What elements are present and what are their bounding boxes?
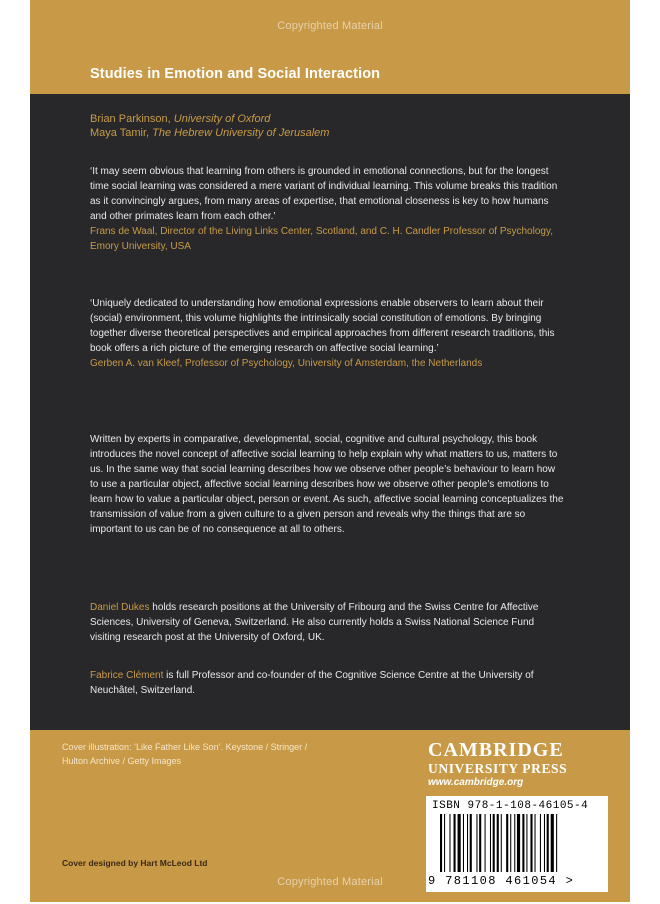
watermark-top: Copyrighted Material (277, 20, 383, 32)
publisher-website: www.cambridge.org (428, 777, 524, 788)
barcode-digits: 9 781108 461054 > (428, 874, 575, 888)
bottom-gold-band (30, 730, 630, 902)
editor-2: Maya Tamir, The Hebrew University of Jerusalem (90, 127, 330, 139)
watermark-bottom: Copyrighted Material (277, 876, 383, 888)
book-back-cover (30, 0, 630, 902)
author-name: Fabrice Clément (90, 670, 164, 681)
endorsement-1 (90, 164, 565, 254)
isbn: ISBN 978-1-108-46105-4 (432, 800, 589, 812)
publisher-logo (428, 739, 598, 790)
quote-attribution: Gerben A. van Kleef, Professor of Psychology, University of Amsterdam, the Netherlands (90, 358, 483, 369)
author-name: Daniel Dukes (90, 602, 150, 613)
cover-illustration-credit: Cover illustration: ‘Like Father Like Son’. Keystone / Stringer / Hulton Archive / Getty Images (62, 742, 308, 766)
book-description: Written by experts in comparative, developmental, social, cognitive and cultural psychology, this book introduces the novel concept of affective social learning to help explain why what matters to us, matters to us. In the same way that social learning describes how we observe other people’s behaviour to learn how to use a particular object, affective social learning describes how we observe other people’s emotions to learn how to value a particular object, person or event. As such, affective social learning conceptualizes the transmission of value from a given culture to a given person and reveals why the things that are so important to us can be of no consequence at all to others. (90, 434, 564, 535)
publisher-name: CAMBRIDGE (428, 739, 564, 761)
series-editors (90, 112, 329, 140)
author-bio-2 (90, 668, 565, 698)
top-gold-band (30, 0, 630, 94)
barcode-panel (426, 796, 608, 892)
endorsement-2 (90, 296, 565, 371)
author-bio-1 (90, 600, 565, 645)
barcode-graphic (440, 814, 594, 872)
quote-text: ‘Uniquely dedicated to understanding how emotional expressions enable observers to learn about their (social) environment, this volume highlights the intrinsically social constitution of emotions. By bringing together diverse theoretical perspectives and empirical approaches from different research traditions, this book offers a rich picture of the emerging research on affective social learning.’ (90, 298, 555, 354)
author-bio: is full Professor and co-founder of the Cognitive Science Centre at the University of Neuchâtel, Switzerland. (90, 670, 534, 696)
quote-attribution: Frans de Waal, Director of the Living Links Center, Scotland, and C. H. Candler Professor of Psychology, Emory University, USA (90, 226, 553, 252)
publisher-subname: UNIVERSITY PRESS (428, 761, 568, 776)
cover-design-credit: Cover designed by Hart McLeod Ltd (62, 858, 208, 868)
series-title: Studies in Emotion and Social Interaction (90, 66, 381, 82)
author-bio: holds research positions at the University of Fribourg and the Swiss Centre for Affective Sciences, University of Geneva, Switzerland. He also currently holds a Swiss National Science Fund visiting research post at the University of Oxford, UK. (90, 602, 539, 643)
quote-text: ‘It may seem obvious that learning from others is grounded in emotional connections, but for the longest time social learning was considered a mere variant of individual learning. This volume breaks this tradition as it convincingly argues, from many areas of expertise, that emotional closeness is key to how humans and other primates learn from each other.’ (90, 166, 558, 222)
editor-1: Brian Parkinson, University of Oxford (90, 113, 271, 125)
